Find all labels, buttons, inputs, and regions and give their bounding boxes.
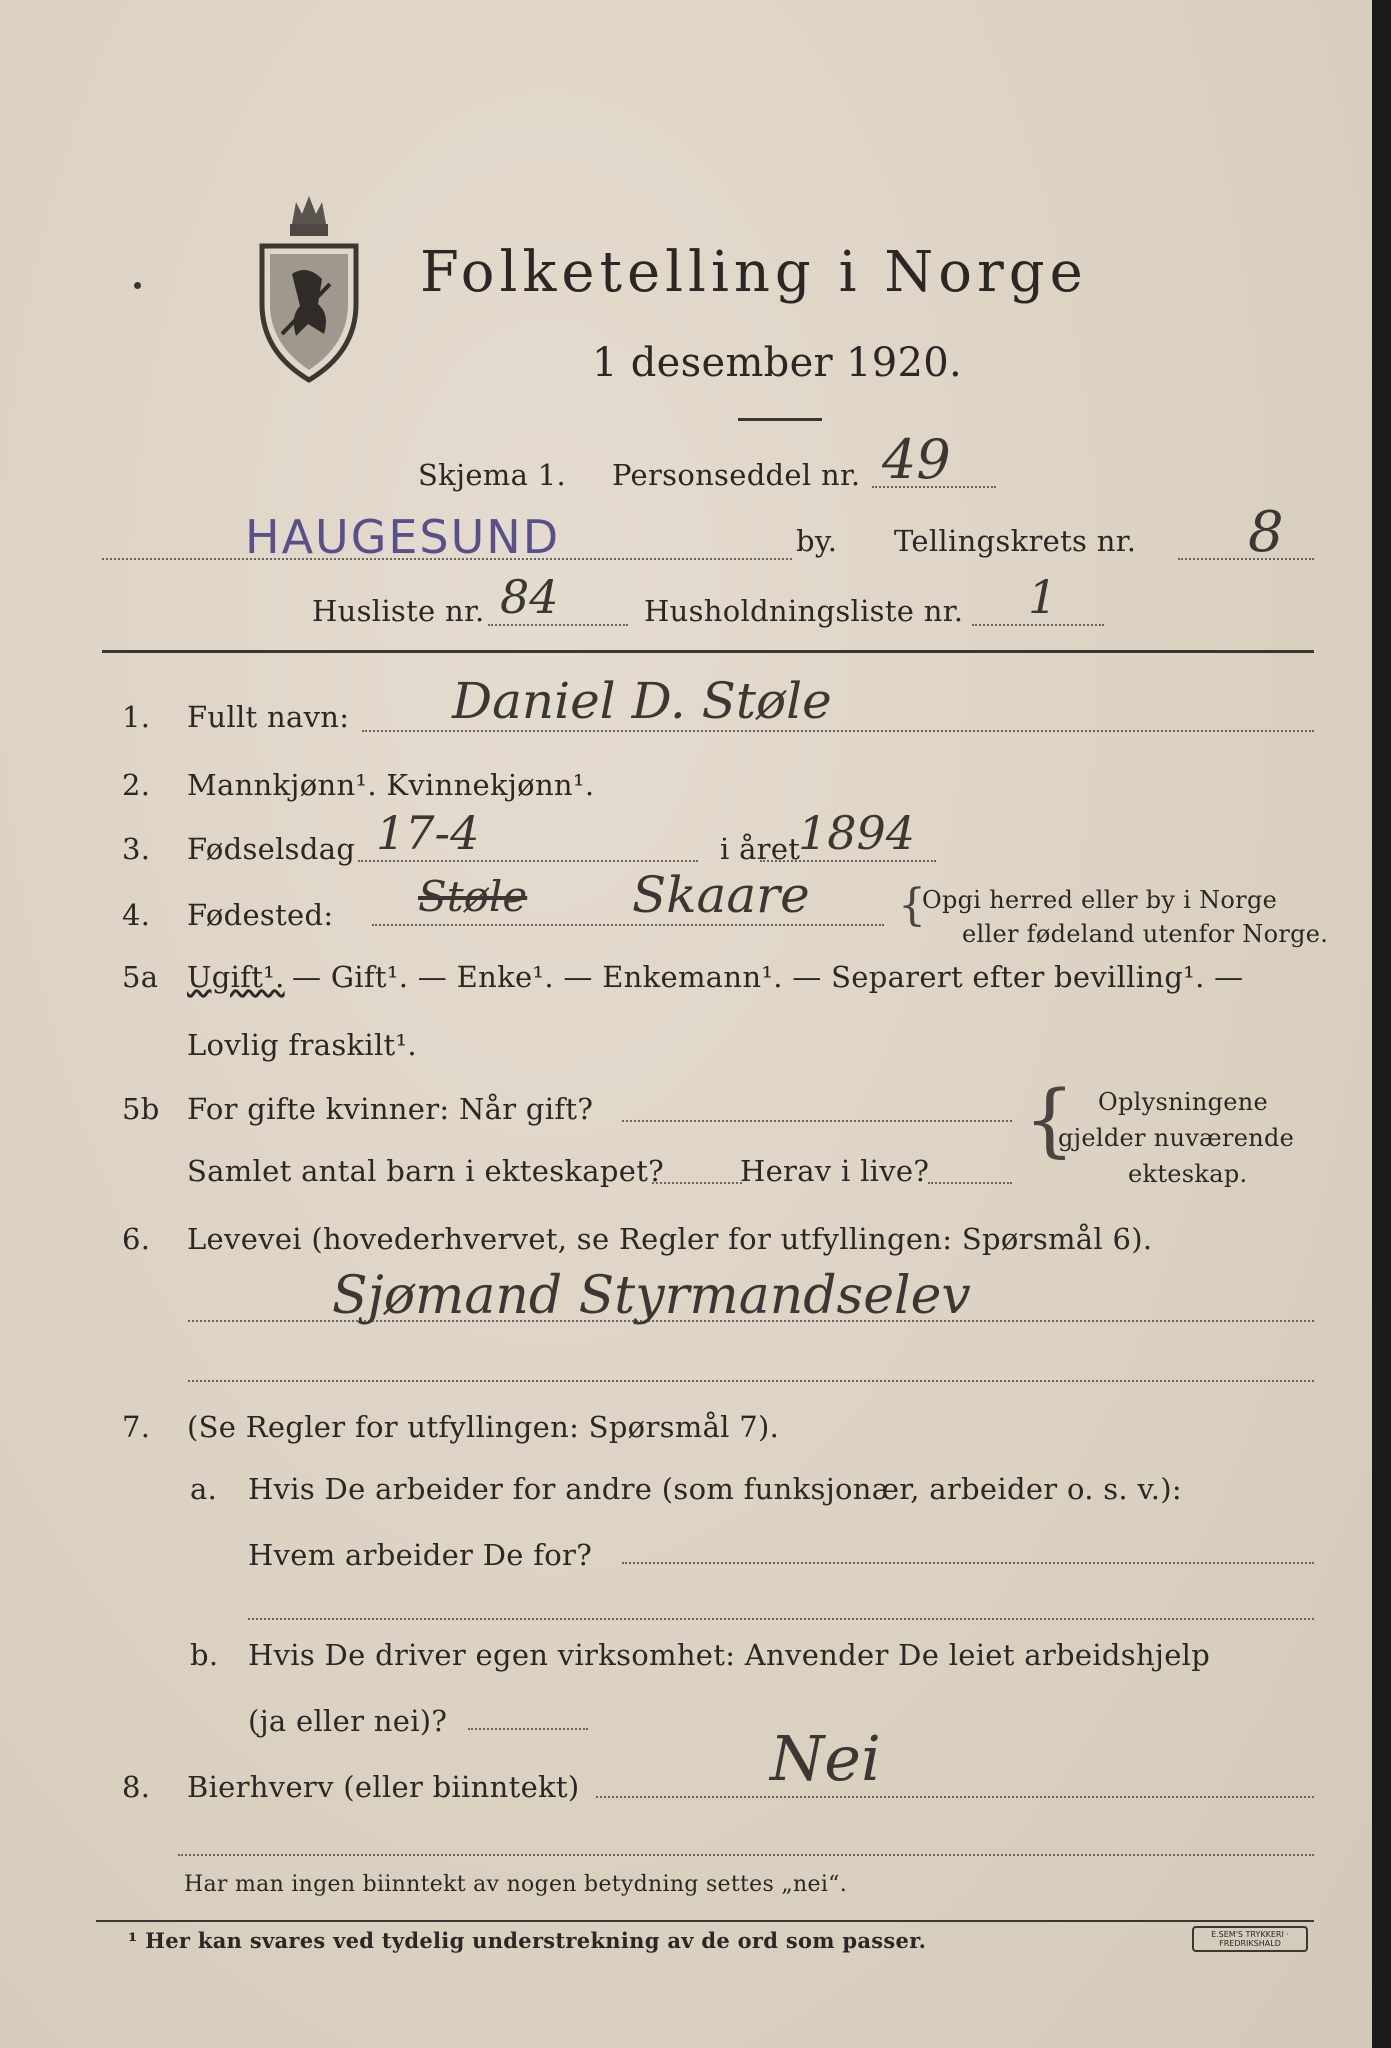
q2-number: 2. <box>122 768 151 802</box>
by-label: by. <box>796 524 838 558</box>
q3-year-line <box>760 860 936 862</box>
q5b-label3: Herav i live? <box>740 1154 930 1188</box>
tellingskrets-label: Tellingskrets nr. <box>894 524 1137 558</box>
q3-year-value[interactable]: 1894 <box>798 806 916 860</box>
q5b-number: 5b <box>122 1092 160 1126</box>
coat-of-arms-icon <box>252 184 366 384</box>
q4-struck-value: Støle <box>418 872 528 921</box>
q1-line <box>362 730 1314 732</box>
husholdningsliste-label: Husholdningsliste nr. <box>644 594 964 628</box>
q7b-line2: (ja eller nei)? <box>248 1704 448 1738</box>
q7-number: 7. <box>122 1410 151 1444</box>
q5a-line2: Lovlig fraskilt¹. <box>187 1028 417 1062</box>
q3-year-label: i året <box>720 832 801 866</box>
q5b-line2 <box>652 1182 742 1184</box>
city-stamp: HAUGESUND <box>245 510 561 564</box>
q8-line <box>596 1796 1314 1798</box>
skjema-label: Skjema 1. <box>418 458 566 492</box>
q5b-line1 <box>622 1120 1012 1122</box>
q4-note-line1: Opgi herred eller by i Norge <box>922 886 1278 914</box>
husliste-value[interactable]: 84 <box>500 570 559 624</box>
q6-line2 <box>188 1380 1314 1382</box>
printer-stamp: E.SEM'S TRYKKERI · FREDRIKSHALD <box>1192 1926 1308 1952</box>
q1-number: 1. <box>122 700 151 734</box>
header-divider <box>102 650 1314 653</box>
husholdningsliste-line <box>972 624 1104 626</box>
q4-value[interactable]: Skaare <box>632 866 810 924</box>
q6-value[interactable]: Sjømand Styrmandselev <box>332 1266 971 1326</box>
q4-note-line2: eller fødeland utenfor Norge. <box>962 920 1329 948</box>
q5b-line3 <box>928 1182 1012 1184</box>
personseddel-value[interactable]: 49 <box>882 428 951 491</box>
q7-label: (Se Regler for utfyllingen: Spørsmål 7). <box>187 1410 780 1444</box>
tellingskrets-value[interactable]: 8 <box>1248 500 1284 565</box>
q6-label: Levevei (hovederhvervet, se Regler for utfyllingen: Spørsmål 6). <box>187 1222 1153 1256</box>
q4-brace: { <box>898 880 926 931</box>
q7b-answer-line <box>468 1728 588 1730</box>
q5a-options: — Gift¹. — Enke¹. — Enkemann¹. — Separert efter bevilling¹. — <box>292 960 1244 994</box>
q6-number: 6. <box>122 1222 151 1256</box>
q8-line2 <box>178 1854 1314 1856</box>
q4-line <box>372 924 884 926</box>
q3-day-line <box>358 860 698 862</box>
q7a-line1: Hvis De arbeider for andre (som funksjonær, arbeider o. s. v.): <box>248 1472 1182 1506</box>
q7b-line1: Hvis De driver egen virksomhet: Anvender De leiet arbeidshjelp <box>248 1638 1211 1672</box>
margin-dot <box>134 282 141 289</box>
footer-note: Har man ingen biinntekt av nogen betydning settes „nei“. <box>184 1872 848 1897</box>
footnote-divider <box>96 1920 1314 1922</box>
husliste-line <box>488 624 628 626</box>
q7a-line2: Hvem arbeider De for? <box>248 1538 593 1572</box>
q7a-answer-line1 <box>622 1562 1314 1564</box>
title-divider <box>738 418 822 421</box>
q5b-brace: { <box>1024 1073 1075 1166</box>
husliste-label: Husliste nr. <box>312 594 485 628</box>
q4-label: Fødested: <box>187 898 334 932</box>
q8-label: Bierhverv (eller biinntekt) <box>187 1770 580 1804</box>
city-line <box>102 558 792 560</box>
q5b-note-line2: gjelder nuværende <box>1058 1124 1295 1152</box>
q3-label: Fødselsdag <box>187 832 356 866</box>
personseddel-label: Personseddel nr. <box>612 458 861 492</box>
q1-value[interactable]: Daniel D. Støle <box>452 672 832 730</box>
q7b-number: b. <box>190 1638 219 1672</box>
q4-number: 4. <box>122 898 151 932</box>
q5b-label2: Samlet antal barn i ekteskapet? <box>187 1154 664 1188</box>
q7a-number: a. <box>190 1472 218 1506</box>
form-date: 1 desember 1920. <box>592 340 962 386</box>
q2-label: Mannkjønn¹. Kvinnekjønn¹. <box>187 768 595 802</box>
q3-number: 3. <box>122 832 151 866</box>
tellingskrets-line <box>1178 558 1314 560</box>
q5b-note-line3: ekteskap. <box>1128 1160 1248 1188</box>
q1-label: Fullt navn: <box>187 700 350 734</box>
scan-edge <box>1372 0 1391 2048</box>
husholdningsliste-value[interactable]: 1 <box>1028 570 1058 624</box>
q7a-answer-line2 <box>248 1618 1314 1620</box>
q8-value[interactable]: Nei <box>770 1722 881 1795</box>
form-title: Folketelling i Norge <box>420 240 1088 305</box>
q5a-number: 5a <box>122 960 159 994</box>
q5b-note-line1: Oplysningene <box>1098 1088 1269 1116</box>
q8-number: 8. <box>122 1770 151 1804</box>
q5b-label1: For gifte kvinner: Når gift? <box>187 1092 594 1126</box>
q5a-ugift[interactable]: Ugift¹. <box>187 960 285 994</box>
q3-day-value[interactable]: 17-4 <box>376 806 480 860</box>
footnote: ¹ Her kan svares ved tydelig understrekning av de ord som passer. <box>128 1928 927 1953</box>
